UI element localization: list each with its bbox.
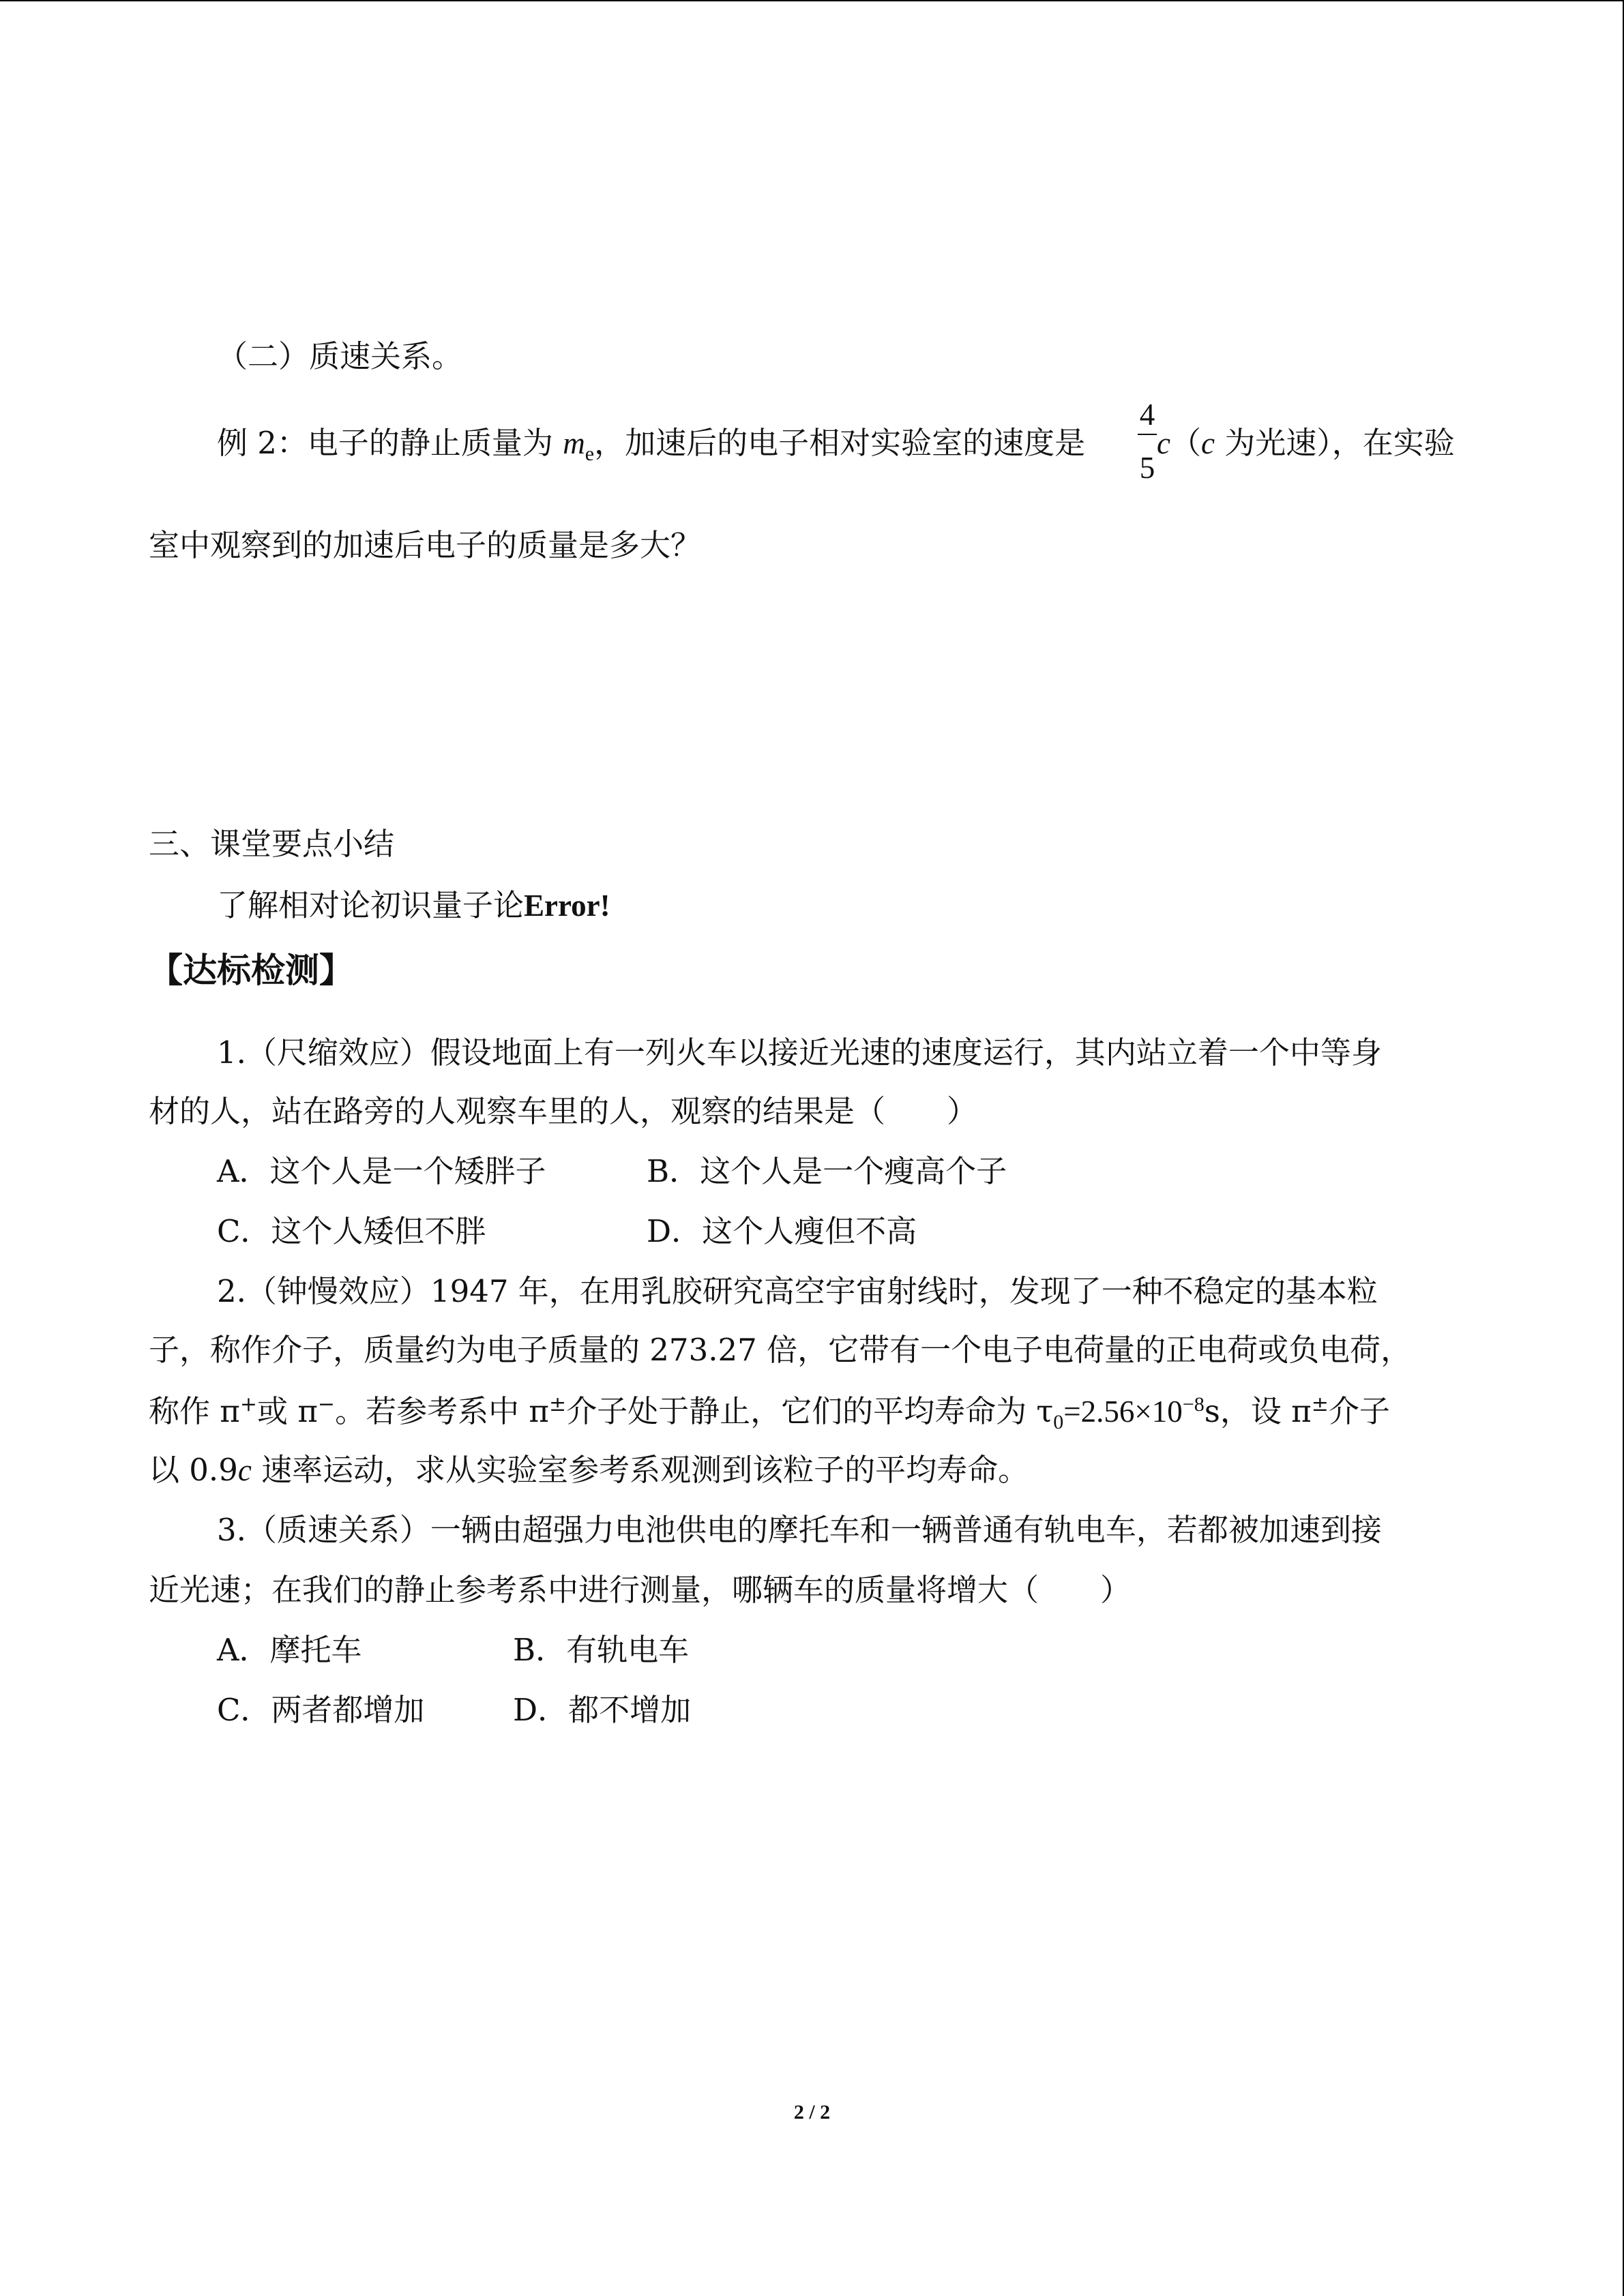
q2-line-4 — [149, 1450, 1029, 1491]
q2-line-3-part-e: =2.56×10 — [1063, 1395, 1183, 1429]
q2-line-1: 2.（钟慢效应）1947 年，在用乳胶研究高空宇宙射线时，发现了一种不稳定的基本粒 — [217, 1273, 1378, 1309]
q2-line-4-part-a: 以 0.9 — [149, 1452, 238, 1488]
fraction-numerator: 4 — [1139, 398, 1155, 432]
q1-option-b: B．这个人是一个瘦高个子 — [647, 1153, 1007, 1189]
fraction-denominator: 5 — [1139, 451, 1155, 485]
q2-line-3-part-b: 或 π — [257, 1393, 318, 1429]
q1-option-d: D．这个人瘦但不高 — [647, 1213, 917, 1249]
q2-line-3-part-c: 。若参考系中 π — [335, 1393, 549, 1429]
light-speed-symbol-2: c — [1201, 426, 1215, 460]
mass-symbol: m — [563, 426, 585, 460]
q1-option-a: A．这个人是一个矮胖子 — [217, 1153, 546, 1189]
example-2-middle: ，加速后的电子相对实验室的速度是 — [594, 425, 1086, 461]
q2-line-3-part-d: 介子处于静止，它们的平均寿命为 τ — [566, 1393, 1054, 1429]
q3-option-b: B．有轨电车 — [513, 1632, 690, 1668]
pi-pm-superscript: ± — [548, 1392, 567, 1416]
test-heading: 【达标检测】 — [149, 950, 353, 990]
q3-option-a: A．摩托车 — [217, 1632, 362, 1668]
pi-minus-superscript: − — [317, 1392, 336, 1416]
pi-pm-superscript-2: ± — [1311, 1392, 1329, 1416]
q1-option-c: C．这个人矮但不胖 — [217, 1213, 486, 1249]
q2-line-3 — [149, 1391, 1390, 1432]
tau-subscript: 0 — [1053, 1411, 1064, 1433]
example-2-prefix: 例 2：电子的静止质量为 — [217, 425, 563, 461]
light-speed-symbol: c — [1157, 426, 1170, 460]
mass-subscript: e — [585, 443, 595, 465]
q2-line-3-part-g: 介子 — [1328, 1393, 1390, 1429]
page-number: 2 / 2 — [793, 2101, 831, 2123]
q3-line-2: 近光速；在我们的静止参考系中进行测量，哪辆车的质量将增大（ ） — [149, 1572, 1132, 1608]
example-2-line-1-tail — [1157, 423, 1455, 464]
exponent-superscript: −8 — [1182, 1393, 1205, 1416]
paren-open: （ — [1170, 425, 1201, 461]
q3-option-d: D．都不增加 — [513, 1692, 692, 1728]
section-subtitle: （二）质速关系。 — [217, 338, 463, 374]
section-3-title: 三、课堂要点小结 — [149, 826, 395, 862]
q1-line-1: 1.（尺缩效应）假设地面上有一列火车以接近光速的速度运行，其内站立着一个中等身 — [217, 1034, 1382, 1071]
example-2-line-2: 室中观察到的加速后电子的质量是多大？ — [149, 527, 702, 563]
q1-line-2: 材的人，站在路旁的人观察车里的人，观察的结果是（ ） — [149, 1093, 978, 1129]
q2-line-4-part-b: 速率运动，求从实验室参考系观测到该粒子的平均寿命。 — [251, 1452, 1029, 1488]
pi-plus-superscript: + — [239, 1392, 258, 1416]
q2-line-2: 子，称作介子，质量约为电子质量的 273.27 倍，它带有一个电子电荷量的正电荷或负电荷， — [149, 1332, 1412, 1368]
q3-line-1: 3.（质速关系）一辆由超强力电池供电的摩托车和一辆普通有轨电车，若都被加速到接 — [217, 1512, 1382, 1548]
q2-line-3-part-a: 称作 π — [149, 1393, 240, 1429]
fraction-bar — [1138, 434, 1157, 435]
example-2-line-1 — [217, 423, 1085, 464]
light-speed-symbol-3: c — [237, 1453, 252, 1487]
summary-error: Error! — [524, 889, 610, 923]
example-2-after-c: 为光速），在实验 — [1214, 425, 1455, 461]
q3-option-c: C．两者都增加 — [217, 1692, 425, 1728]
summary-text: 了解相对论初识量子论 — [217, 887, 525, 923]
summary-line — [217, 885, 610, 926]
q2-line-3-part-f: s，设 π — [1204, 1393, 1312, 1429]
